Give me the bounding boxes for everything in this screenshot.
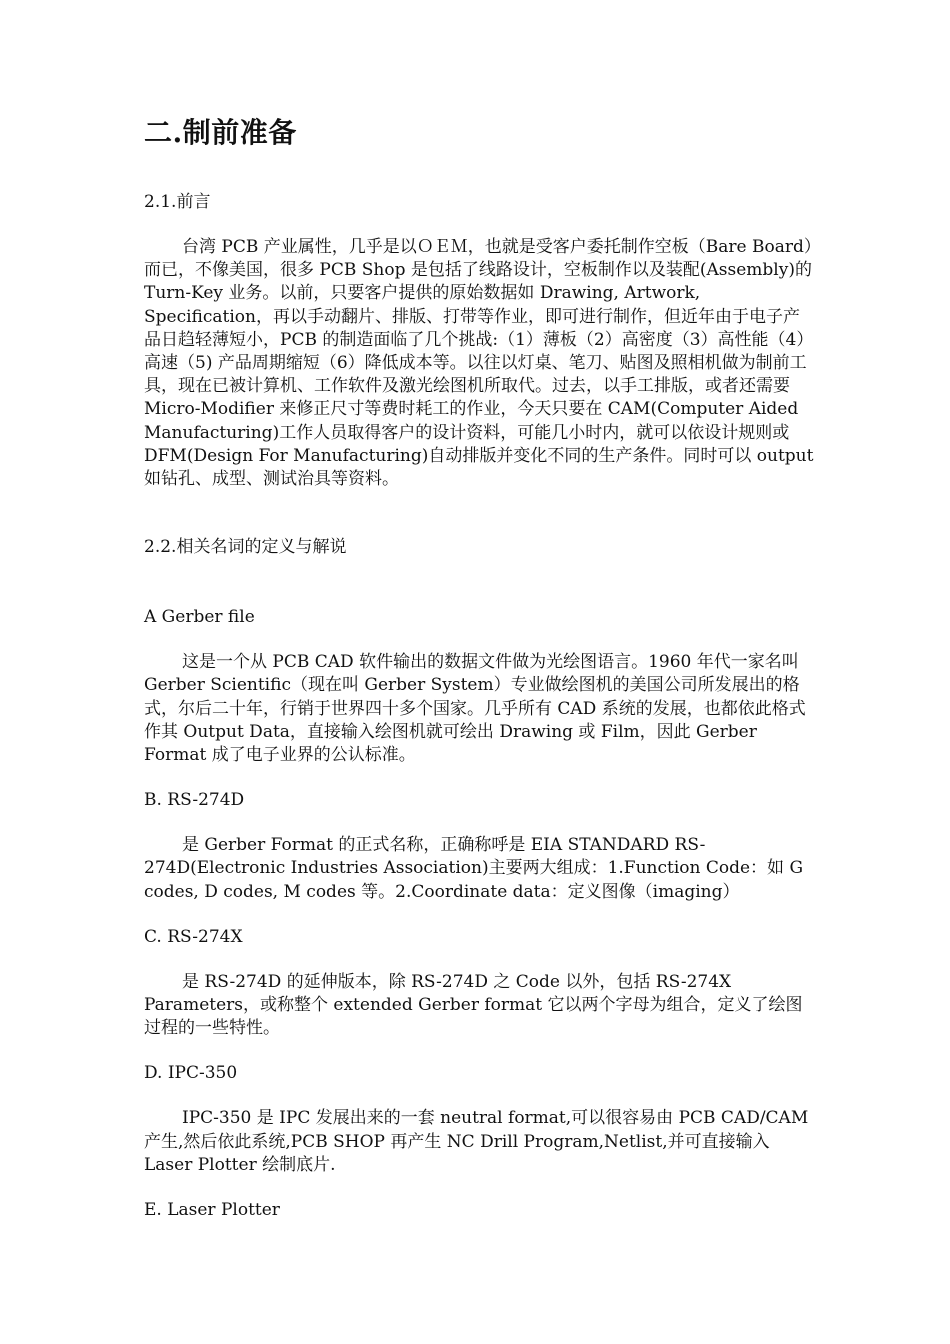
term-paragraph-b: 是 Gerber Format 的正式名称，正确称呼是 EIA STANDARD RS-274D(Electronic Industries Association)主要两大组成：1.Function Code：如 G codes, D codes, M codes 等。2.Coordinate data：定义图像（imaging） bbox=[144, 835, 804, 902]
section-paragraph-2-1: 台湾 PCB 产业属性，几乎是以ＯＥＭ，也就是受客户委托制作空板（Bare Board）而已，不像美国，很多 PCB Shop 是包括了线路设计，空板制作以及装配(Assembly)的 Turn-Key 业务。以前，只要客户提供的原始数据如 Drawing, Artwork, Specification，再以手动翻片、排版、打带等作业，即可进行制作，但近年由于电子产品日趋轻薄短小，PCB 的制造面临了几个挑战:（1）薄板（2）高密度（3）高性能（4）高速（5) 产品周期缩短（6）降低成本等。以往以灯桌、笔刀、贴图及照相机做为制前工具，现在已被计算机、工作软件及激光绘图机所取代。过去，以手工排版，或者还需要 Micro-Modifier 来修正尺寸等费时耗工的作业，今天只要在 CAM(Computer Aided Manufacturing)工作人员取得客户的设计资料，可能几小时内，就可以依设计规则或 DFM(Design For Manufacturing)自动排版并变化不同的生产条件。同时可以 output 如钻孔、成型、测试治具等资料。 bbox=[144, 237, 814, 490]
term-paragraph-a: 这是一个从 PCB CAD 软件输出的数据文件做为光绘图语言。1960 年代一家名叫 Gerber Scientific（现在叫 Gerber System）专业做绘图机的美国公司所发展出的格式，尔后二十年，行销于世界四十多个国家。几乎所有 CAD 系统的发展，也都依此格式作其 Output Data，直接输入绘图机就可绘出 Drawing 或 Film，因此 Gerber Format 成了电子业界的公认标准。 bbox=[144, 652, 806, 766]
section-heading-2-2: 2.2.相关名词的定义与解说 bbox=[144, 537, 347, 558]
term-heading-b: B. RS-274D bbox=[144, 790, 245, 811]
term-paragraph-d: IPC-350 是 IPC 发展出来的一套 neutral format,可以很容易由 PCB CAD/CAM 产生,然后依此系统,PCB SHOP 再产生 NC Drill Program,Netlist,并可直接输入 Laser Plotter 绘制底片. bbox=[144, 1108, 809, 1175]
section-heading-2-1: 2.1.前言 bbox=[144, 192, 211, 212]
term-heading-c: C. RS-274X bbox=[144, 926, 243, 947]
term-heading-e: E. Laser Plotter bbox=[144, 1200, 280, 1221]
term-heading-d: D. IPC-350 bbox=[144, 1063, 238, 1084]
document-content bbox=[144, 110, 814, 1222]
page-title: 二.制前准备 bbox=[144, 116, 297, 149]
term-heading-a: A Gerber file bbox=[144, 607, 255, 628]
term-paragraph-c: 是 RS-274D 的延伸版本，除 RS-274D 之 Code 以外，包括 RS-274X Parameters，或称整个 extended Gerber format 它以两个字母为组合，定义了绘图过程的一些特性。 bbox=[144, 971, 803, 1039]
